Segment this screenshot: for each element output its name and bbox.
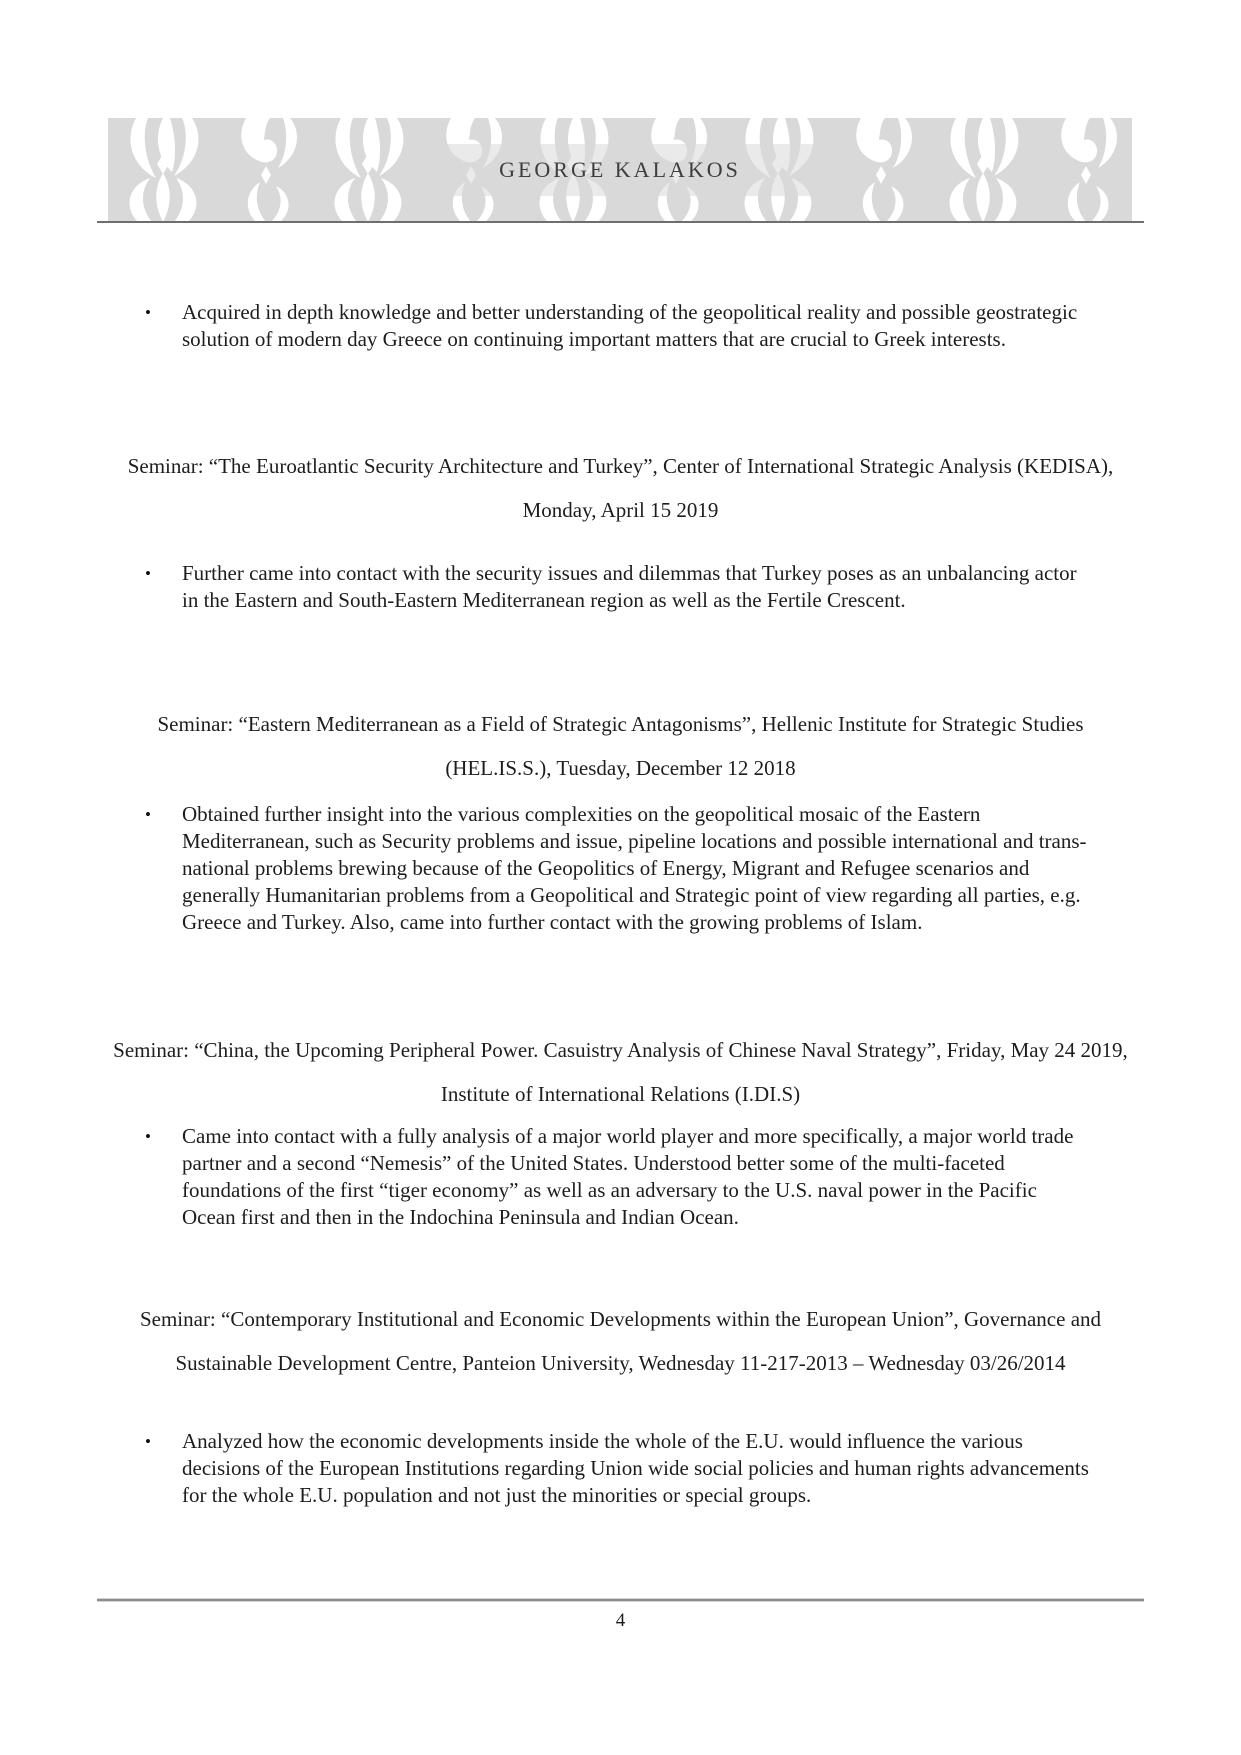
bullet-item-2	[100, 560, 1141, 614]
page-header-title: GEORGE KALAKOS	[499, 157, 741, 182]
bullet-text-3: Obtained further insight into the various complexities on the geopolitical mosaic of the Eastern Mediterranean, such as Security problems and issue, pipeline locations and possible international and trans-national problems brewing because of the Geopolitics of Energy, Migrant and Refugee scenarios and generally Humanitarian problems from a Geopolitical and Strategic point of view regarding all parties, e.g. Greece and Turkey. Also, came into further contact with the growing problems of Islam.	[182, 802, 1087, 934]
bullet-item-4	[100, 1123, 1141, 1231]
bullet-text-5: Analyzed how the economic developments inside the whole of the E.U. would influence the various decisions of the European Institutions regarding Union wide social policies and human rights advancements for the whole E.U. population and not just the minorities or special groups.	[182, 1429, 1089, 1507]
bullet-icon: •	[145, 303, 151, 322]
page-number: 4	[615, 1610, 626, 1631]
bullet-item-5	[100, 1428, 1141, 1509]
bullet-text-4: Came into contact with a fully analysis of a major world player and more specifically, a major world trade partner and a second “Nemesis” of the United States. Understood better some of the multi-faceted foundations of the first “tiger economy” as well as an adversary to the U.S. naval power in the Pacific Ocean first and then in the Indochina Peninsula and Indian Ocean.	[182, 1124, 1074, 1229]
seminar-heading-1: Seminar: “The Euroatlantic Security Architecture and Turkey”, Center of International Strategic Analysis (KEDISA), Monday, April 15 2019	[127, 454, 1114, 522]
seminar-heading-4: Seminar: “Contemporary Institutional and Economic Developments within the European Union”, Governance and Sustainable Development Centre, Panteion University, Wednesday 11-217-2013 – Wednesday 03/26/2014	[139, 1307, 1102, 1375]
bullet-icon: •	[145, 564, 151, 583]
bullet-text-1: Acquired in depth knowledge and better understanding of the geopolitical reality and possible geostrategic solution of modern day Greece on continuing important matters that are crucial to Greek interests.	[182, 300, 1078, 351]
bullet-item-1	[100, 299, 1141, 353]
header-banner	[108, 118, 1132, 222]
seminar-heading-3: Seminar: “China, the Upcoming Peripheral Power. Casuistry Analysis of Chinese Naval Strategy”, Friday, May 24 2019, Institute of International Relations (I.DI.S)	[113, 1038, 1128, 1106]
bullet-icon: •	[145, 1432, 151, 1451]
header-rule	[97, 221, 1144, 223]
bullet-icon: •	[145, 805, 151, 824]
footer-rule	[97, 1599, 1144, 1601]
bullet-icon: •	[145, 1127, 151, 1146]
bullet-text-2: Further came into contact with the security issues and dilemmas that Turkey poses as an unbalancing actor in the Eastern and South-Eastern Mediterranean region as well as the Fertile Crescent.	[182, 561, 1077, 612]
bullet-item-3	[100, 801, 1141, 936]
seminar-heading-2: Seminar: “Eastern Mediterranean as a Field of Strategic Antagonisms”, Hellenic Institute for Strategic Studies (HEL.IS.S.), Tuesday, December 12 2018	[157, 712, 1084, 780]
